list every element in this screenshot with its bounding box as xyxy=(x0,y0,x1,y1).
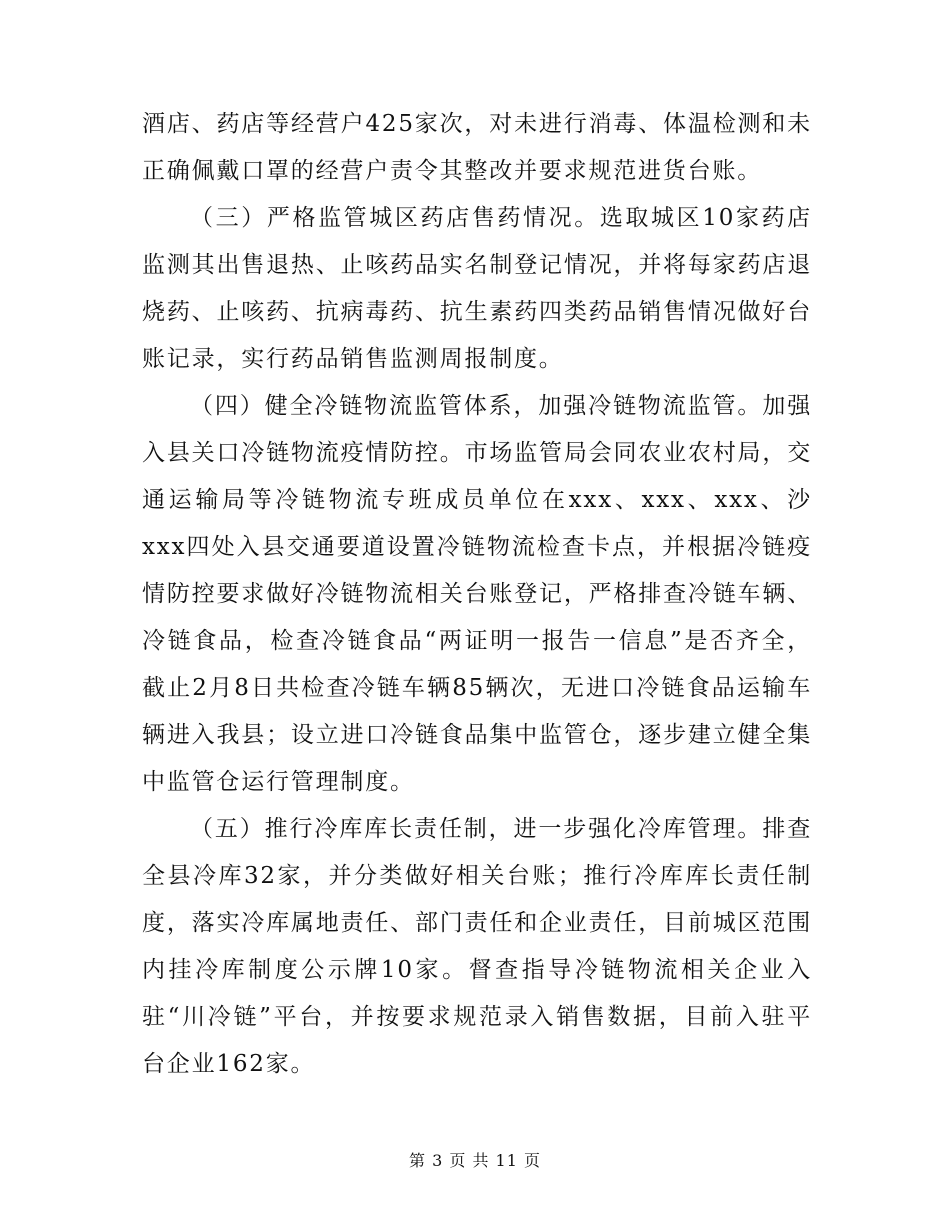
page-footer: 第 3 页 共 11 页 xyxy=(409,1151,541,1170)
document-body xyxy=(142,101,812,1088)
paragraph-section-5: （五）推行冷库库长责任制，进一步强化冷库管理。排查全县冷库32家，并分类做好相关台账；推行冷库库长责任制度，落实冷库属地责任、部门责任和企业责任，目前城区范围内挂冷库制度公示牌10家。督查指导冷链物流相关企业入驻“川冷链”平台，并按要求规范录入销售数据，目前入驻平台企业162家。 xyxy=(142,816,812,1077)
paragraph-section-3: （三）严格监管城区药店售药情况。选取城区10家药店监测其出售退热、止咳药品实名制登记情况，并将每家药店退烧药、止咳药、抗病毒药、抗生素药四类药品销售情况做好台账记录，实行药品销售监测周报制度。 xyxy=(142,205,812,372)
paragraph-section-4: （四）健全冷链物流监管体系，加强冷链物流监管。加强入县关口冷链物流疫情防控。市场监管局会同农业农村局，交通运输局等冷链物流专班成员单位在xxx、xxx、xxx、沙xxx四处入县交通要道设置冷链物流检查卡点，并根据冷链疫情防控要求做好冷链物流相关台账登记，严格排查冷链车辆、冷链食品，检查冷链食品“两证明一报告一信息”是否齐全，截止2月8日共检查冷链车辆85辆次，无进口冷链食品运输车辆进入我县；设立进口冷链食品集中监管仓，逐步建立健全集中监管仓运行管理制度。 xyxy=(142,393,812,795)
paragraph-continuation: 酒店、药店等经营户425家次，对未进行消毒、体温检测和未正确佩戴口罩的经营户责令其整改并要求规范进货台账。 xyxy=(142,111,812,184)
